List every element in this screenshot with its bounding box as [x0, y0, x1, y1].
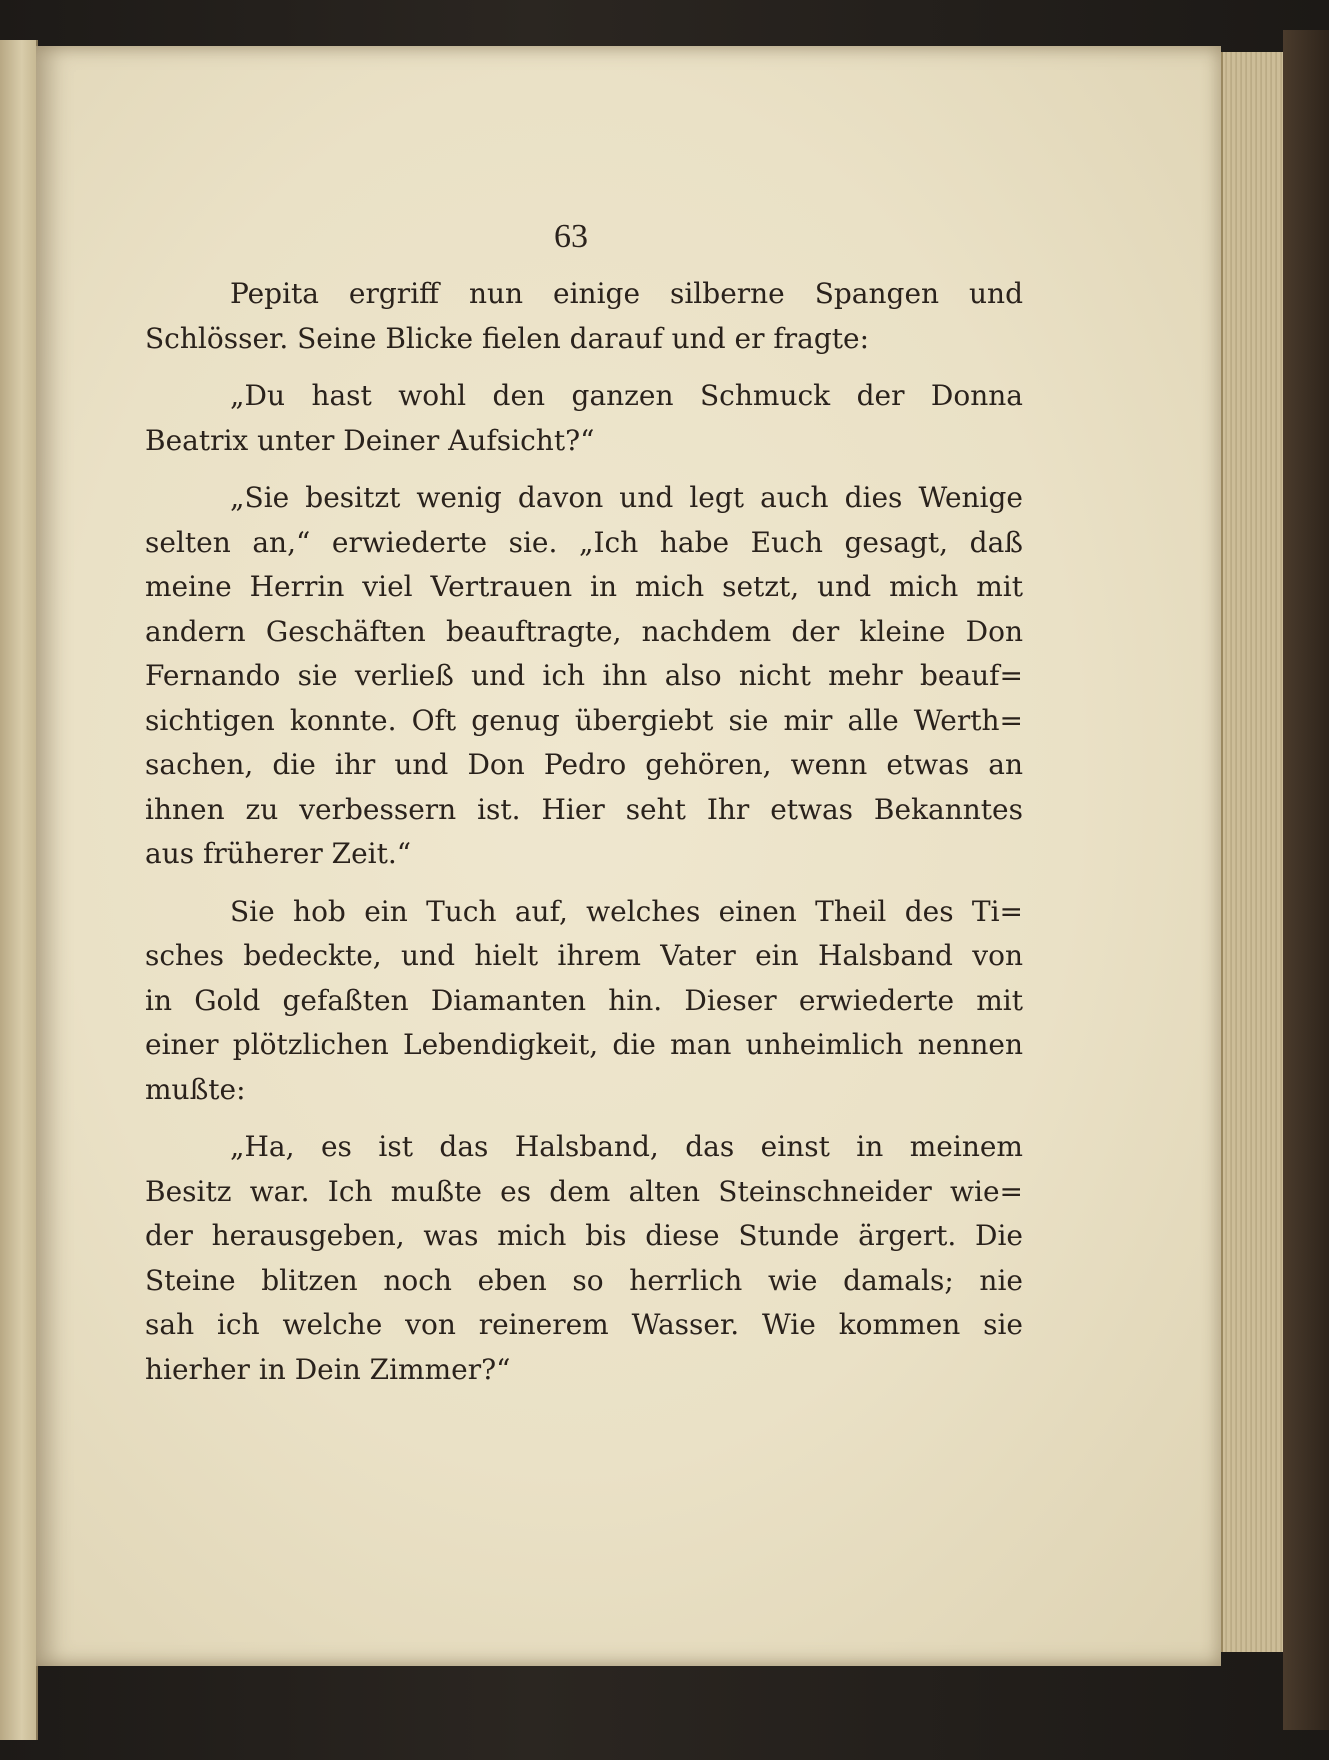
text-line: sichtigen konnte. Oft genug übergiebt sie mir alle Werth=	[145, 703, 1023, 737]
text-line: „Ha, es ist das Halsband, das einst in meinem	[230, 1130, 1023, 1163]
text-line: sachen, die ihr und Don Pedro gehören, wenn etwas an	[145, 748, 1023, 781]
left-page-edge	[0, 40, 38, 1740]
text-line: der herausgeben, was mich bis diese Stunde ärgert. Die	[145, 1219, 1023, 1252]
text-line: mußte:	[145, 1072, 246, 1106]
text-line: meine Herrin viel Vertrauen in mich setzt, und mich mit	[145, 570, 1023, 603]
text-line: Pepita ergriff nun einige silberne Spangen und	[230, 277, 1023, 310]
text-line: Sie hob ein Tuch auf, welches einen Theil des Ti=	[230, 894, 1023, 928]
text-line: andern Geschäften beauftragte, nachdem der kleine Don	[145, 614, 1023, 648]
text-line: einer plötzlichen Lebendigkeit, die man unheimlich nennen	[145, 1028, 1023, 1061]
body-text	[145, 272, 1023, 1392]
text-line: ihnen zu verbessern ist. Hier seht Ihr etwas Bekanntes	[145, 792, 1023, 826]
page-number: 63	[554, 218, 588, 255]
book-cover-edge	[1283, 30, 1329, 1730]
text-line: selten an,“ erwiederte sie. „Ich habe Euch gesagt, daß	[145, 525, 1023, 559]
text-line: hierher in Dein Zimmer?“	[145, 1352, 511, 1386]
text-line: Beatrix unter Deiner Aufsicht?“	[145, 423, 595, 457]
text-line: aus früherer Zeit.“	[145, 837, 412, 870]
text-line: sah ich welche von reinerem Wasser. Wie kommen sie	[145, 1308, 1023, 1341]
paragraph	[145, 890, 1023, 1113]
text-line: Besitz war. Ich mußte es dem alten Steinschneider wie=	[145, 1174, 1023, 1208]
text-line: „Sie besitzt wenig davon und legt auch dies Wenige	[230, 481, 1023, 514]
text-line: Schlösser. Seine Blicke fielen darauf und er fragte:	[145, 321, 870, 355]
paragraph	[145, 374, 1023, 463]
text-line: Steine blitzen noch eben so herrlich wie damals; nie	[145, 1263, 1023, 1297]
paragraph	[145, 1125, 1023, 1392]
text-line: in Gold gefaßten Diamanten hin. Dieser erwiederte mit	[145, 983, 1023, 1017]
paragraph	[145, 476, 1023, 877]
paragraph	[145, 272, 1023, 361]
text-line: Fernando sie verließ und ich ihn also nicht mehr beauf=	[145, 659, 1023, 692]
text-line: „Du hast wohl den ganzen Schmuck der Donna	[230, 379, 1023, 412]
text-line: sches bedeckte, und hielt ihrem Vater ein Halsband von	[145, 939, 1023, 972]
page-stack-edges	[1221, 52, 1285, 1652]
